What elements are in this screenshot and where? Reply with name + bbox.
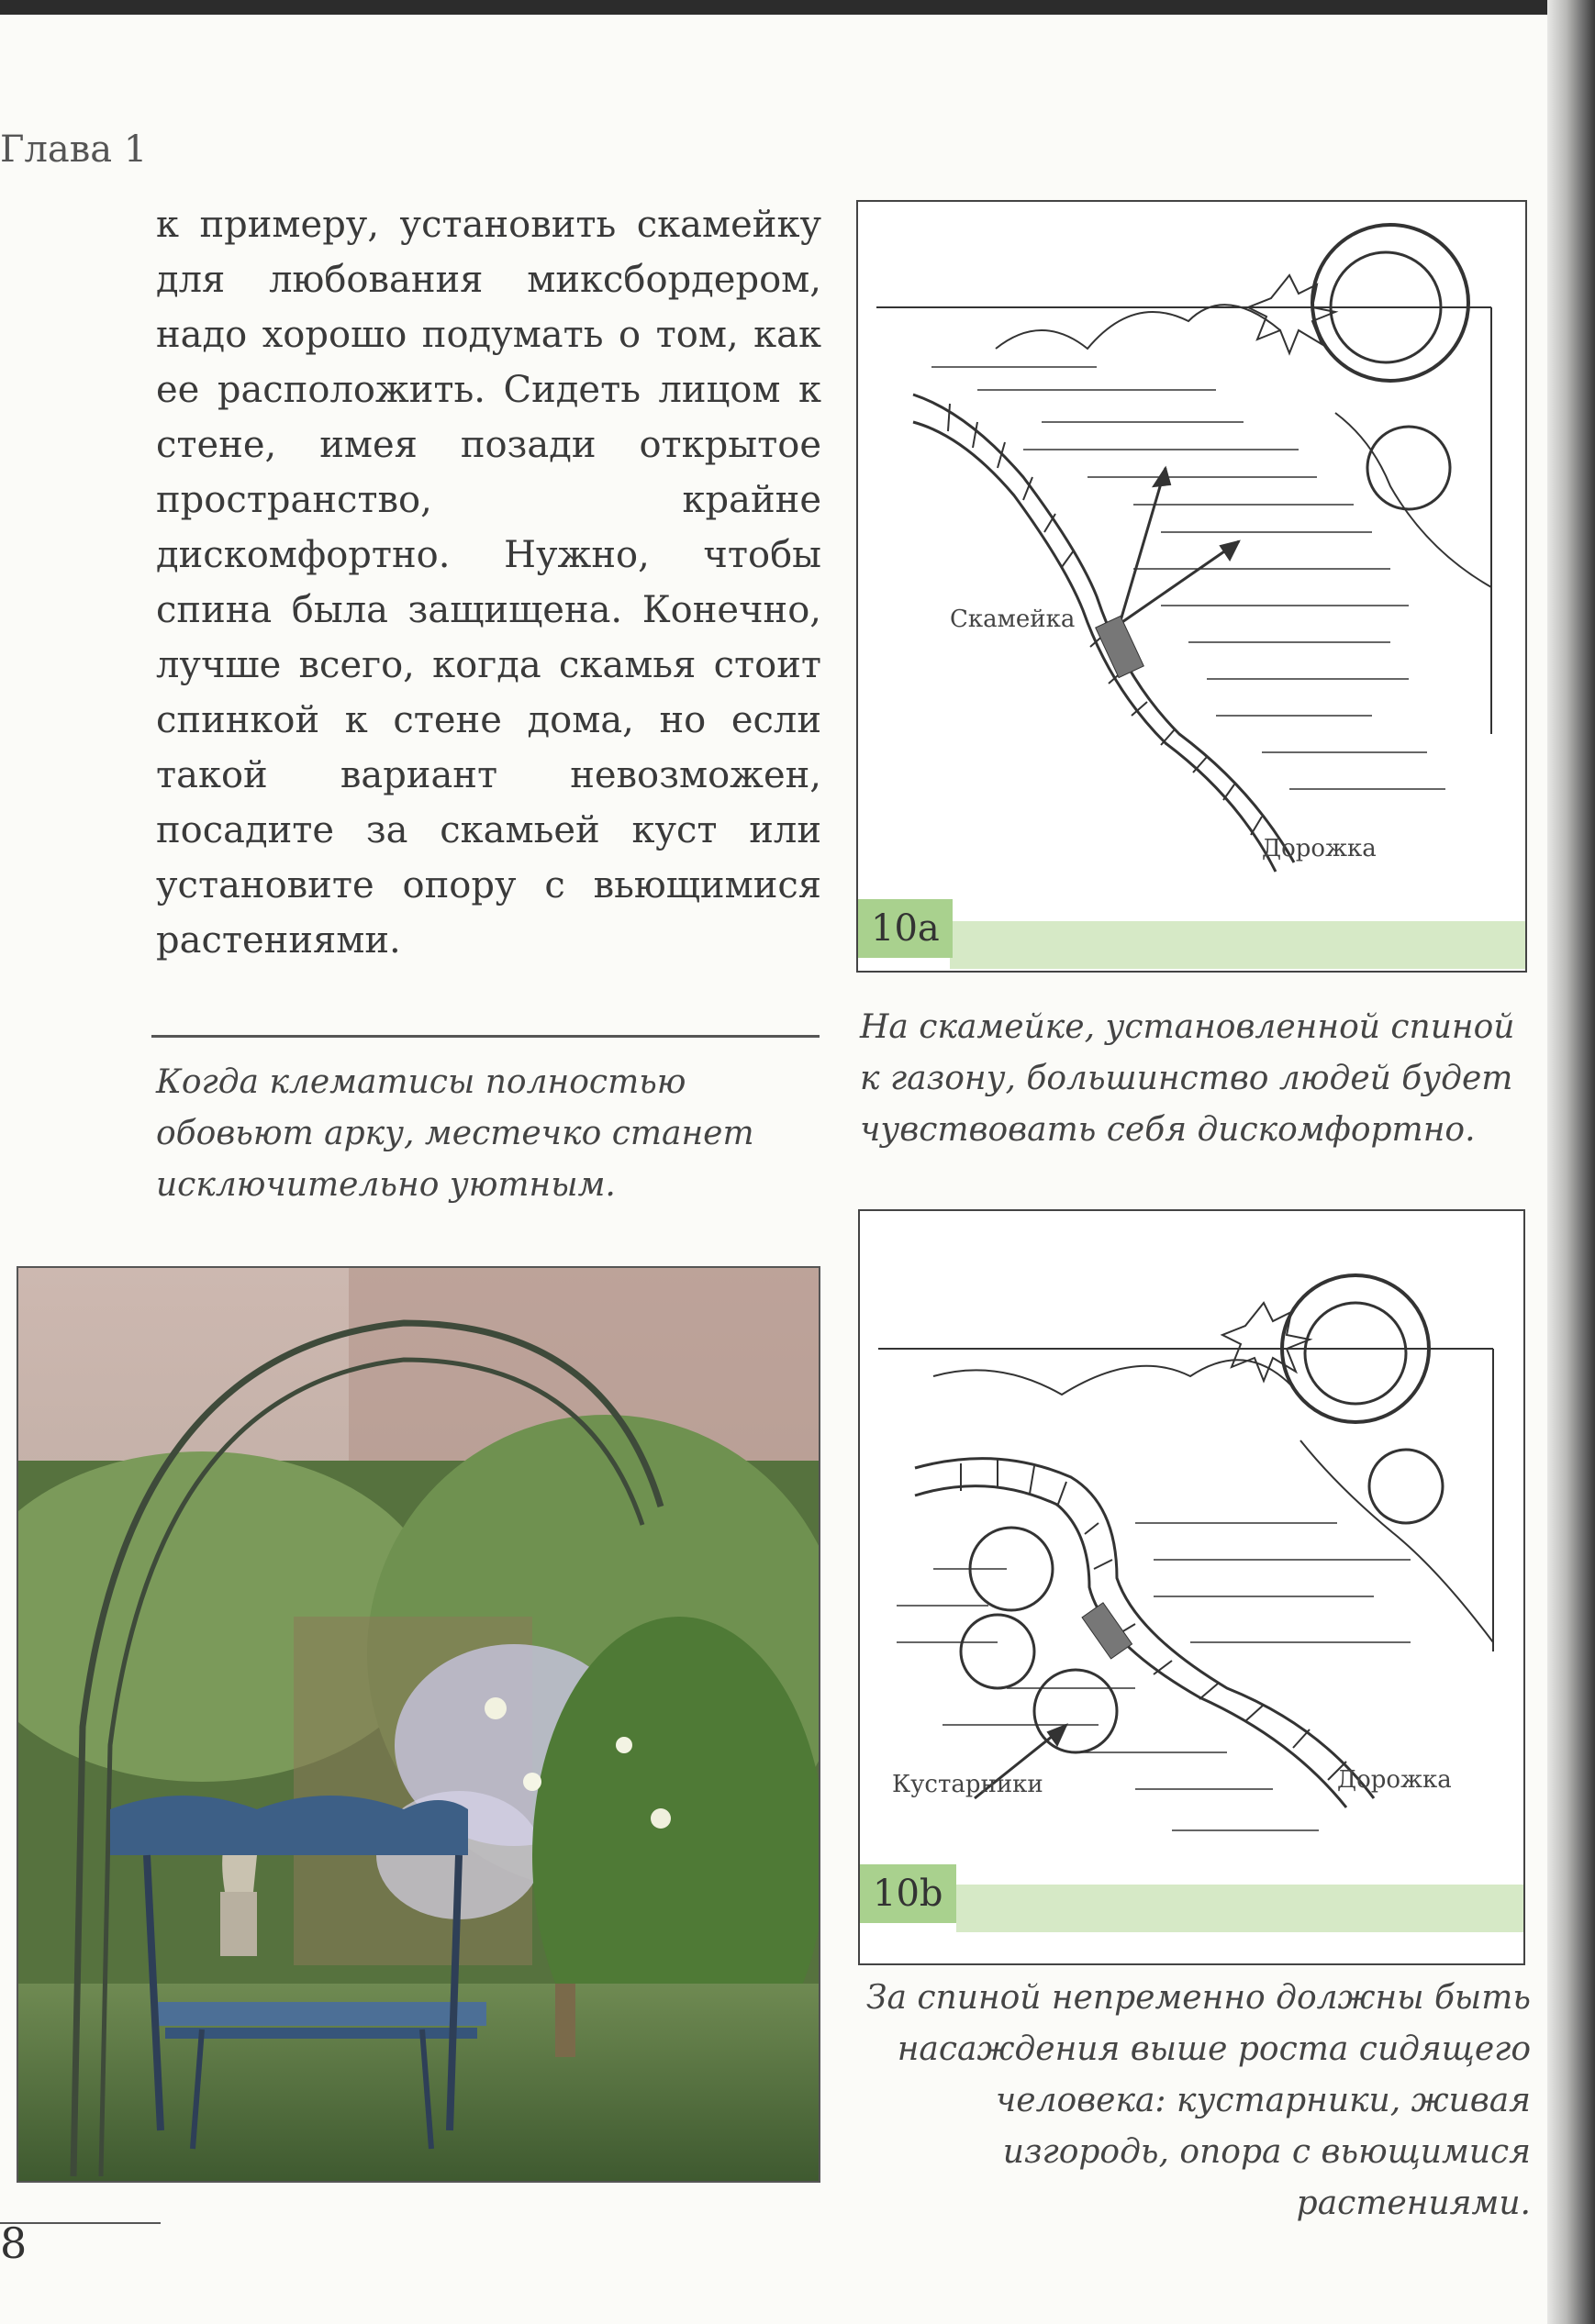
- garden-bench-illustration: [18, 1268, 819, 2181]
- label-path-a: Дорожка: [1262, 835, 1377, 862]
- figure-a-caption: На скамейке, установленной спиной к газону, большинство людей будет чувствовать себя дискомфортно.: [860, 1008, 1515, 1149]
- label-path-b: Дорожка: [1337, 1766, 1452, 1794]
- diagram-10a: [856, 200, 1527, 973]
- figure-b-number: 10b: [860, 1864, 956, 1923]
- label-bench: Скамейка: [950, 606, 1076, 633]
- page-binding-shadow: [1547, 0, 1595, 2324]
- body-text: [156, 197, 821, 968]
- chapter-header: Глава 1: [0, 128, 148, 171]
- diagram-10b: [858, 1209, 1525, 1965]
- page-number: 8: [0, 2218, 28, 2268]
- figure-b-caption: За спиной непременно должны быть насаждения выше роста сидящего человека: кустарники, живая изгородь, опора с вьющимися растениями.: [866, 1979, 1531, 2222]
- photo-caption: Когда клематисы полностью обовьют арку, местечко станет исключительно уютным.: [156, 1063, 754, 1204]
- figure-a-bar: [950, 921, 1525, 969]
- diagram-10b-drawing: [860, 1211, 1523, 1963]
- figure-a-number: 10a: [858, 899, 953, 958]
- figure-b-bar: [956, 1885, 1523, 1932]
- caption-divider: [151, 1035, 820, 1038]
- label-shrubs: Кустарники: [892, 1771, 1043, 1798]
- diagram-10a-drawing: [858, 202, 1525, 971]
- garden-bench-photo: [17, 1266, 820, 2183]
- top-dark-edge: [0, 0, 1595, 15]
- body-paragraph: к примеру, установить скамейку для любования миксбордером, надо хорошо подумать о том, как ее расположить. Сидеть лицом к стене, имея позади открытое пространство, крайне дискомфортно. Нужно, чтобы спина была защищена. Конечно, лучше всего, когда скамья стоит спинкой к стене дома, но если такой вариант невозможен, посадите за скамьей куст или установите опору с вьющимися растениями.: [156, 204, 821, 962]
